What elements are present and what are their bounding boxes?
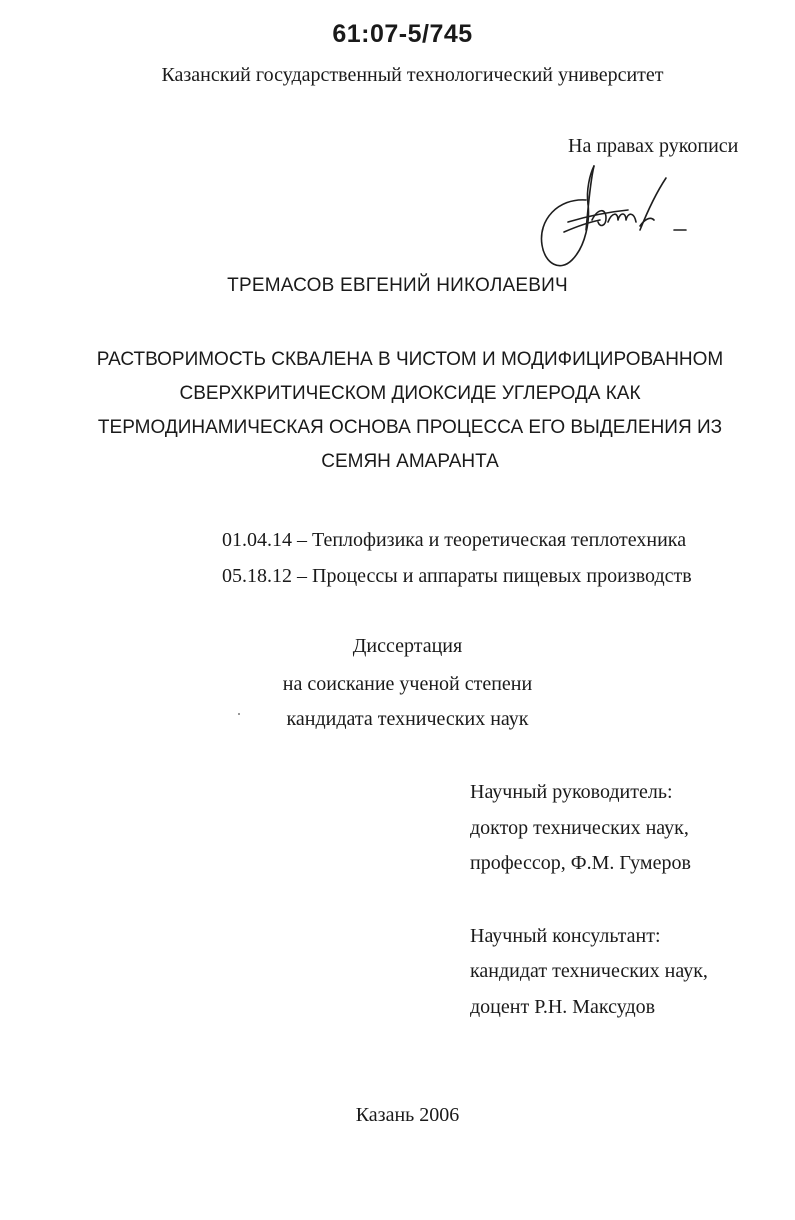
title-line: РАСТВОРИМОСТЬ СКВАЛЕНА В ЧИСТОМ И МОДИФИЦИРОВАННОМ xyxy=(96,349,724,370)
scan-speck xyxy=(238,713,240,715)
author-name: ТРЕМАСОВ ЕВГЕНИЙ НИКОЛАЕВИЧ xyxy=(227,275,568,296)
degree-name: кандидата технических наук xyxy=(286,708,529,730)
dissertation-title xyxy=(80,343,740,479)
consultant-name: доцент Р.Н. Максудов xyxy=(470,996,656,1018)
consultant-degree: кандидат технических наук, xyxy=(470,960,708,982)
title-line: ТЕРМОДИНАМИЧЕСКАЯ ОСНОВА ПРОЦЕССА ЕГО ВЫДЕЛЕНИЯ ИЗ xyxy=(97,417,723,438)
university-name: Казанский государственный технологический университет xyxy=(161,64,664,86)
title-line: СВЕРХКРИТИЧЕСКОМ ДИОКСИДЕ УГЛЕРОДА КАК xyxy=(179,383,641,404)
supervisor-degree: доктор технических наук, xyxy=(470,817,689,839)
supervisor-label: Научный руководитель: xyxy=(470,781,673,803)
consultant-label: Научный консультант: xyxy=(470,925,661,947)
degree-purpose: на соискание ученой степени xyxy=(282,673,533,695)
specialty-code: 05.18.12 – Процессы и аппараты пищевых производств xyxy=(222,565,692,587)
title-line: СЕМЯН АМАРАНТА xyxy=(321,451,499,472)
handwritten-signature-icon xyxy=(528,160,698,280)
specialty-code: 01.04.14 – Теплофизика и теоретическая теплотехника xyxy=(222,529,687,551)
archive-code: 61:07-5/745 xyxy=(332,20,473,48)
document-type: Диссертация xyxy=(352,635,463,657)
city-year: Казань 2006 xyxy=(355,1104,460,1126)
supervisor-name: профессор, Ф.М. Гумеров xyxy=(470,852,691,874)
rights-notice: На правах рукописи xyxy=(568,135,739,157)
